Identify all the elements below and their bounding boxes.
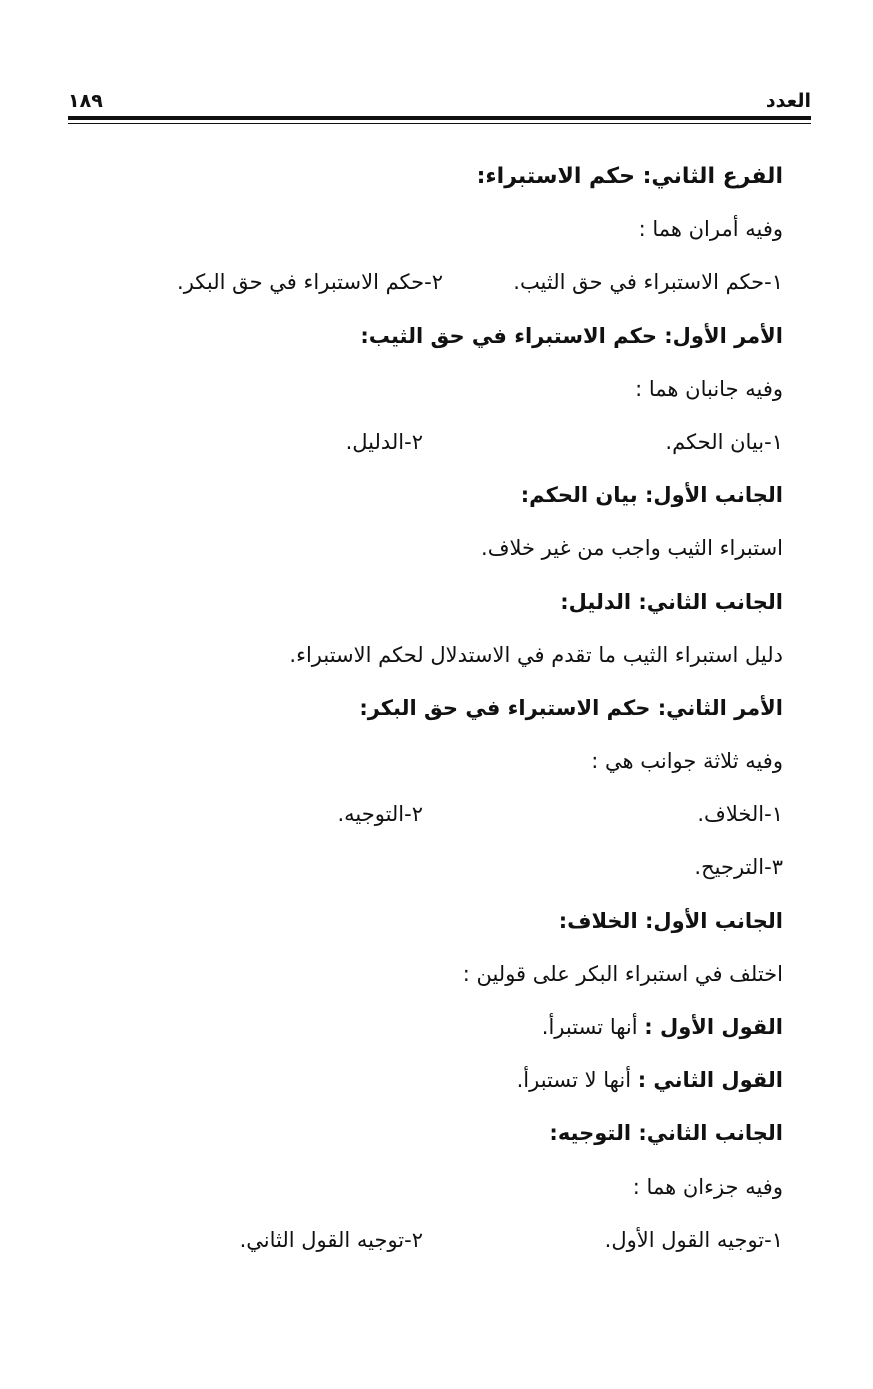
list-item: ٢-توجيه القول الثاني. (239, 1227, 423, 1252)
enumerated-line (110, 841, 783, 894)
enumerated-line (110, 416, 783, 469)
text-line (110, 735, 783, 788)
header-rule-thin (68, 123, 811, 124)
chapter-title: العدد (765, 90, 811, 112)
opinion-line (110, 1054, 783, 1107)
m1-side2-text: دليل استبراء الثيب ما تقدم في الاستدلال لحكم الاستبراء. (289, 642, 783, 667)
m2-side2-title: الجانب الثاني: التوجيه: (549, 1121, 783, 1146)
m2-side1-text: اختلف في استبراء البكر على قولين : (462, 961, 783, 986)
text-line (110, 1161, 783, 1214)
opinion1-text: أنها تستبرأ. (541, 1015, 638, 1039)
matter2-title: الأمر الثاني: حكم الاستبراء في حق البكر: (359, 695, 783, 720)
opinion2-label: القول الثاني : (637, 1068, 783, 1093)
subsection-heading (110, 1107, 783, 1160)
page-body (110, 150, 783, 1267)
m1-side2-title: الجانب الثاني: الدليل: (560, 589, 783, 614)
page-number: ١٨٩ (68, 90, 103, 112)
list-item: ٢-الدليل. (345, 429, 423, 454)
list-item: ١-توجيه القول الأول. (604, 1227, 783, 1252)
m2-side2-intro: وفيه جزءان هما : (632, 1174, 783, 1199)
subsection-heading (110, 469, 783, 522)
list-item: ٣-الترجيح. (694, 855, 783, 880)
branch-title: الفرع الثاني: حكم الاستبراء: (476, 164, 783, 189)
opinion2-text: أنها لا تستبرأ. (516, 1068, 632, 1093)
running-header (68, 88, 811, 114)
opinion-line (110, 1001, 783, 1054)
list-item: ٢-التوجيه. (337, 802, 423, 827)
enumerated-line (110, 1214, 783, 1267)
list-item: ٢-حكم الاستبراء في حق البكر. (177, 270, 443, 295)
list-item: ١-الخلاف. (697, 802, 783, 827)
enumerated-line (110, 256, 783, 309)
text-line (110, 948, 783, 1001)
subsection-heading (110, 895, 783, 948)
subsection-heading (110, 576, 783, 629)
m1-side1-text: استبراء الثيب واجب من غير خلاف. (481, 536, 783, 561)
subsection-heading (110, 310, 783, 363)
m2-side1-title: الجانب الأول: الخلاف: (558, 908, 783, 933)
opinion1-label: القول الأول : (644, 1015, 783, 1039)
matter1-intro: وفيه جانبان هما : (635, 376, 783, 401)
enumerated-line (110, 788, 783, 841)
text-line (110, 629, 783, 682)
list-item: ١-بيان الحكم. (665, 429, 783, 454)
matter2-intro: وفيه ثلاثة جوانب هي : (591, 749, 783, 774)
m1-side1-title: الجانب الأول: بيان الحكم: (520, 483, 783, 508)
text-line (110, 522, 783, 575)
header-rule-thick (68, 116, 811, 120)
subsection-heading (110, 682, 783, 735)
text-line (110, 363, 783, 416)
text-line (110, 203, 783, 256)
matter1-title: الأمر الأول: حكم الاستبراء في حق الثيب: (360, 323, 783, 348)
section-heading (110, 150, 783, 203)
branch-intro: وفيه أمران هما : (638, 217, 783, 242)
list-item: ١-حكم الاستبراء في حق الثيب. (513, 270, 783, 295)
